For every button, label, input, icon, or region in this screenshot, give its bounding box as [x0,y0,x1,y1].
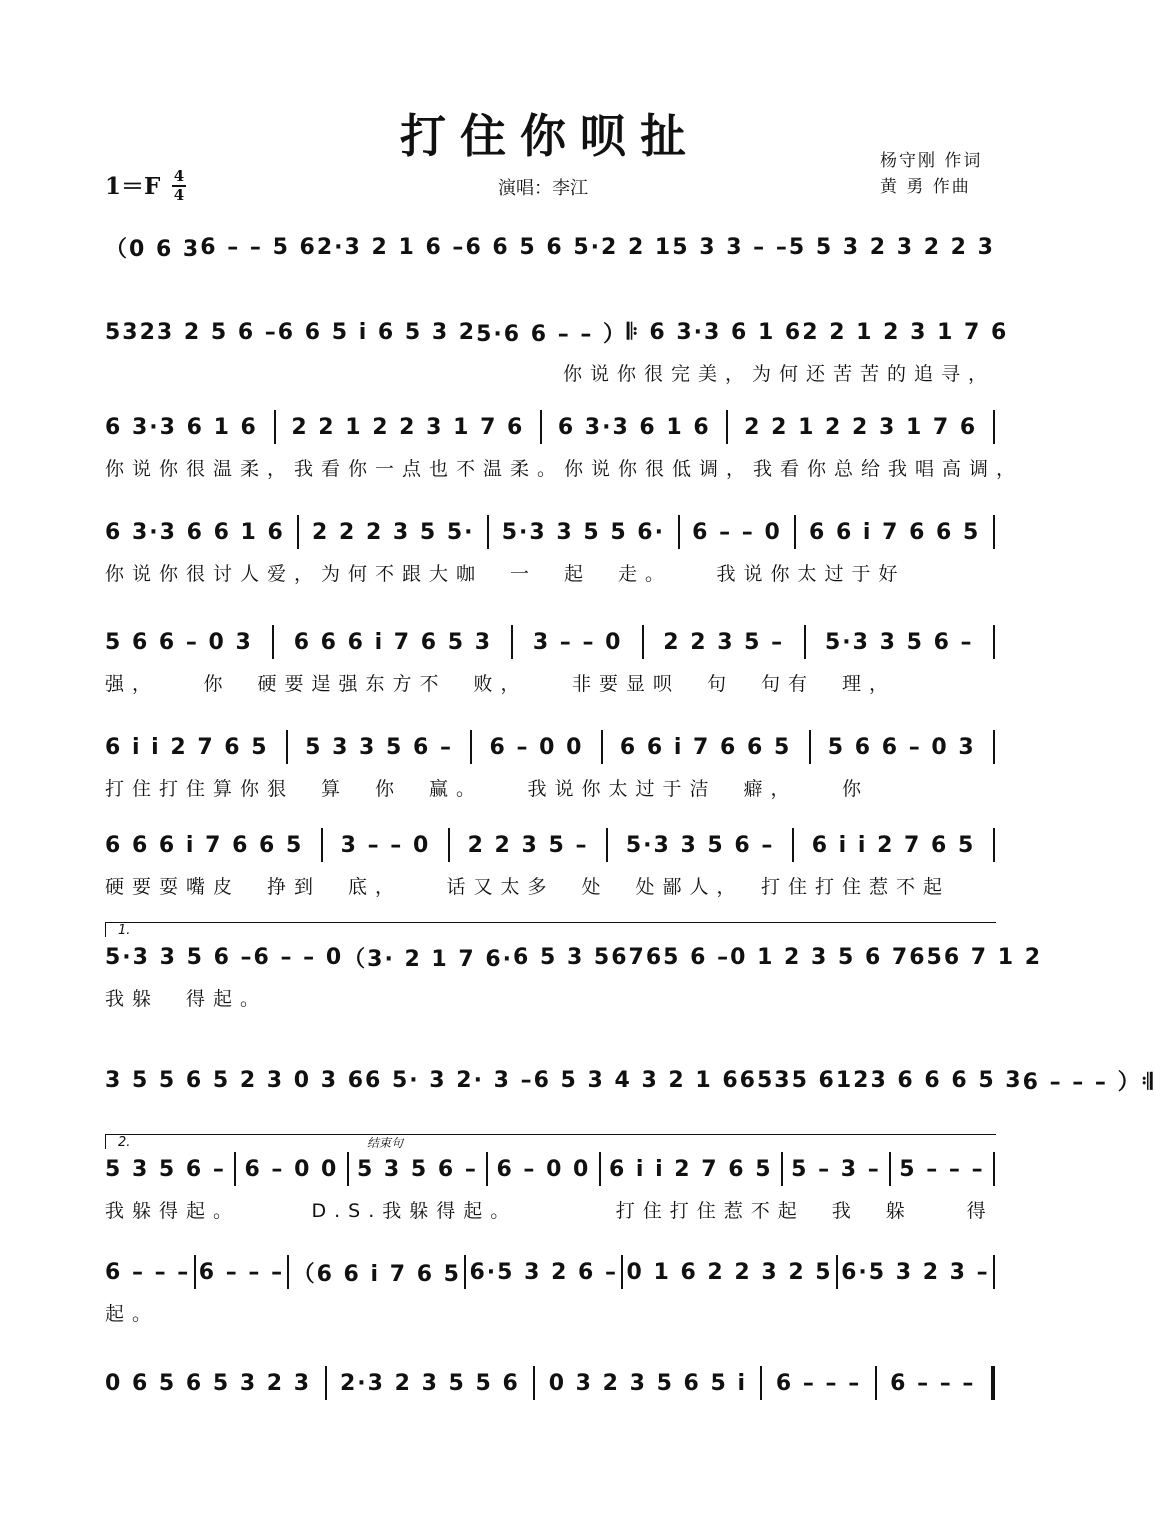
measure: 5·3 3 5 6 – [105,944,254,970]
measure: 3 5 5 6 5 2 3 0 3 6 [105,1067,366,1093]
barline [726,410,728,444]
barline [993,625,995,659]
measure: 6 5 3 4 3 2 1 6 [533,1067,740,1093]
measure: 𝄆 6 3·3 6 1 6 [627,319,803,345]
time-signature [172,168,186,204]
measure: 0 3 2 3 5 6 5 i [548,1370,748,1396]
measure: 6 5· 3 2· 3 – [365,1067,534,1093]
measure: 6 – – – [198,1259,285,1285]
measure: 5 3 3 – – [672,234,789,260]
notes-row [105,515,995,549]
barline [804,625,806,659]
barline [993,1255,995,1289]
barline [533,1366,535,1400]
time-top: 4 [173,167,185,185]
notes-row [105,1255,995,1289]
barline [297,515,299,549]
volta-number: 2. [118,1135,131,1150]
measure: 6 6 i 7 6 6 5 [619,734,792,760]
song-title: 打住你呗扯 [400,109,700,163]
measure: 6 – – – [775,1370,862,1396]
barline [470,730,472,764]
barline [606,828,608,862]
barline [194,1255,196,1289]
measure: 5323 2 5 6 – [105,319,278,345]
barline [325,1366,327,1400]
barline [347,1152,349,1186]
volta-number: 1. [118,923,131,938]
key-signature: 1＝F [105,173,161,200]
barline [272,625,274,659]
measure: 5 – – – [899,1156,985,1182]
notes-row [105,410,995,444]
measure: 2·3 2 1 6 – [316,234,466,260]
measure: 6 3·3 6 1 6 [105,414,258,440]
barline [621,1255,623,1289]
measure: 6 i i 2 7 6 5 [608,1156,773,1182]
measure: 6 – 0 0 [244,1156,339,1182]
notes-row [105,1063,1154,1097]
volta-bracket [105,922,996,937]
notes-row [105,230,995,264]
measure: 6 6 6 i 7 6 5 3 [293,629,492,655]
barline [464,1255,466,1289]
measure: 5 6 6 – 0 3 [827,734,976,760]
notes-row [105,315,1009,349]
barline [875,1366,877,1400]
measure: 5·3 3 5 6 – [625,832,775,858]
measure: 6 – 0 0 [496,1156,591,1182]
measure: 6 6 6 i 7 6 6 5 [105,832,304,858]
measure: 0 6 5 6 5 3 2 3 [105,1370,312,1396]
measure: 2 2 3 5 – [663,629,785,655]
barline [286,730,288,764]
lyricist-credit: 杨守刚 作词 [880,151,983,171]
time-bottom: 4 [173,186,185,204]
barline [274,410,276,444]
barline [889,1152,891,1186]
lyrics-line: 你说你很讨人爱，为何不跟大咖 一 起 走。 我说你太过于好 [105,563,906,585]
measure: 6 – – 0 [253,944,344,970]
measure: 6 6 i 7 6 6 5 [808,519,981,545]
measure: 6·5 3 2 3 – [841,1259,990,1285]
barline [792,828,794,862]
barline [993,410,995,444]
notes-row [105,625,995,659]
lyrics-line: 你说你很温柔，我看你一点也不温柔。你说你很低调，我看你总给我唱高调， [105,458,1024,480]
measure: （6 6 i 7 6 5 [292,1261,461,1287]
lyrics-line: 起。 [105,1303,160,1325]
measure: 2 2 3 5 – [467,832,589,858]
measure: 6 – – 0 [692,519,782,545]
measure: 5 3 5 6 – [356,1156,478,1182]
measure: 0 1 6 2 2 3 2 5 [626,1259,833,1285]
barline [836,1255,838,1289]
measure: 6 6 5 6 5·2 2 1 [465,234,673,260]
barline [993,828,995,862]
measure: 5 – 3 – [791,1156,881,1182]
barline [760,1366,762,1400]
barline [781,1152,783,1186]
barline [601,730,603,764]
barline [287,1255,289,1289]
lyrics-line: 硬要耍嘴皮 挣到 底， 话又太多 处 处鄙人， 打住打住惹不起 [105,876,951,898]
barline [794,515,796,549]
barline [993,730,995,764]
measure: 5·3 3 5 5 6· [501,519,665,545]
notes-row [105,940,1043,974]
measure: 6 3·3 6 6 1 6 [105,519,285,545]
measure: 6535 6123 6 6 6 5 3 [739,1067,1023,1093]
measure: 5 3 5 6 – [105,1156,226,1182]
notes-row [105,730,995,764]
lyrics-line: 你说你很完美，为何还苦苦的追寻， [562,363,995,385]
lyrics-line: 我躲 得起。 [105,988,268,1010]
barline [486,1152,488,1186]
measure: 2 2 2 3 5 5· [312,519,475,545]
barline [991,1366,995,1400]
measure: 5 6 6 – 0 3 [105,629,253,655]
barline [448,828,450,862]
measure: 6 5 3 56765 6 – [513,944,731,970]
measure: 6 i i 2 7 6 5 [105,734,269,760]
measure: 6 – – – [105,1259,191,1285]
measure: 6·5 3 2 6 – [469,1259,619,1285]
notes-row [105,828,995,862]
measure: 2 2 1 2 3 1 7 6 [802,319,1009,345]
measure: 6 6 5 i 6 5 3 2 [277,319,477,345]
measure: （0 6 3 [105,236,201,262]
barline [809,730,811,764]
barline [321,828,323,862]
volta-bracket [105,1134,996,1149]
barline [678,515,680,549]
barline [234,1152,236,1186]
measure: 6 – – – ）𝄇 [1022,1069,1154,1095]
notes-row [105,1152,995,1186]
measure: 5·6 6 – – ） [476,321,628,347]
singer-credit: 演唱：李江 [498,178,588,199]
measure: 6 i i 2 7 6 5 [811,832,976,858]
measure: 2 2 1 2 2 3 1 7 6 [744,414,978,440]
barline [642,625,644,659]
barline [993,1152,995,1186]
measure: 5 3 3 5 6 – [305,734,453,760]
measure: 5 5 3 2 3 2 2 3 [788,234,995,260]
coda-label: 结束句 [367,1136,404,1150]
measure: 0 1 2 3 5 6 7656 7 1 2 [730,944,1043,970]
barline [511,625,513,659]
barline [540,410,542,444]
lyrics-line: 打住打住算你狠 算 你 赢。 我说你太过于洁 癖， 你 [105,778,870,800]
measure: 5·3 3 5 6 – [825,629,974,655]
measure: 6 – – – [890,1370,976,1396]
measure: 2·3 2 3 5 5 6 [339,1370,520,1396]
measure: 6 3·3 6 1 6 [557,414,711,440]
measure: 6 – – 5 6 [200,234,317,260]
measure: （3· 2 1 7 6· [343,946,514,972]
credits [880,148,982,200]
composer-credit: 黄 勇 作曲 [880,177,971,197]
lyrics-line: 我躲得起。 D.S.我躲得起。 打住打住惹不起 我 躲 得 [105,1200,994,1222]
measure: 2 2 1 2 2 3 1 7 6 [291,414,525,440]
lyrics-line: 强， 你 硬要逞强东方不 败， 非要显呗 句 句有 理， [105,673,897,695]
barline [599,1152,601,1186]
notes-row [105,1366,995,1400]
measure: 3 – – 0 [340,832,431,858]
measure: 3 – – 0 [532,629,623,655]
barline [993,515,995,549]
measure: 6 – 0 0 [489,734,584,760]
barline [487,515,489,549]
